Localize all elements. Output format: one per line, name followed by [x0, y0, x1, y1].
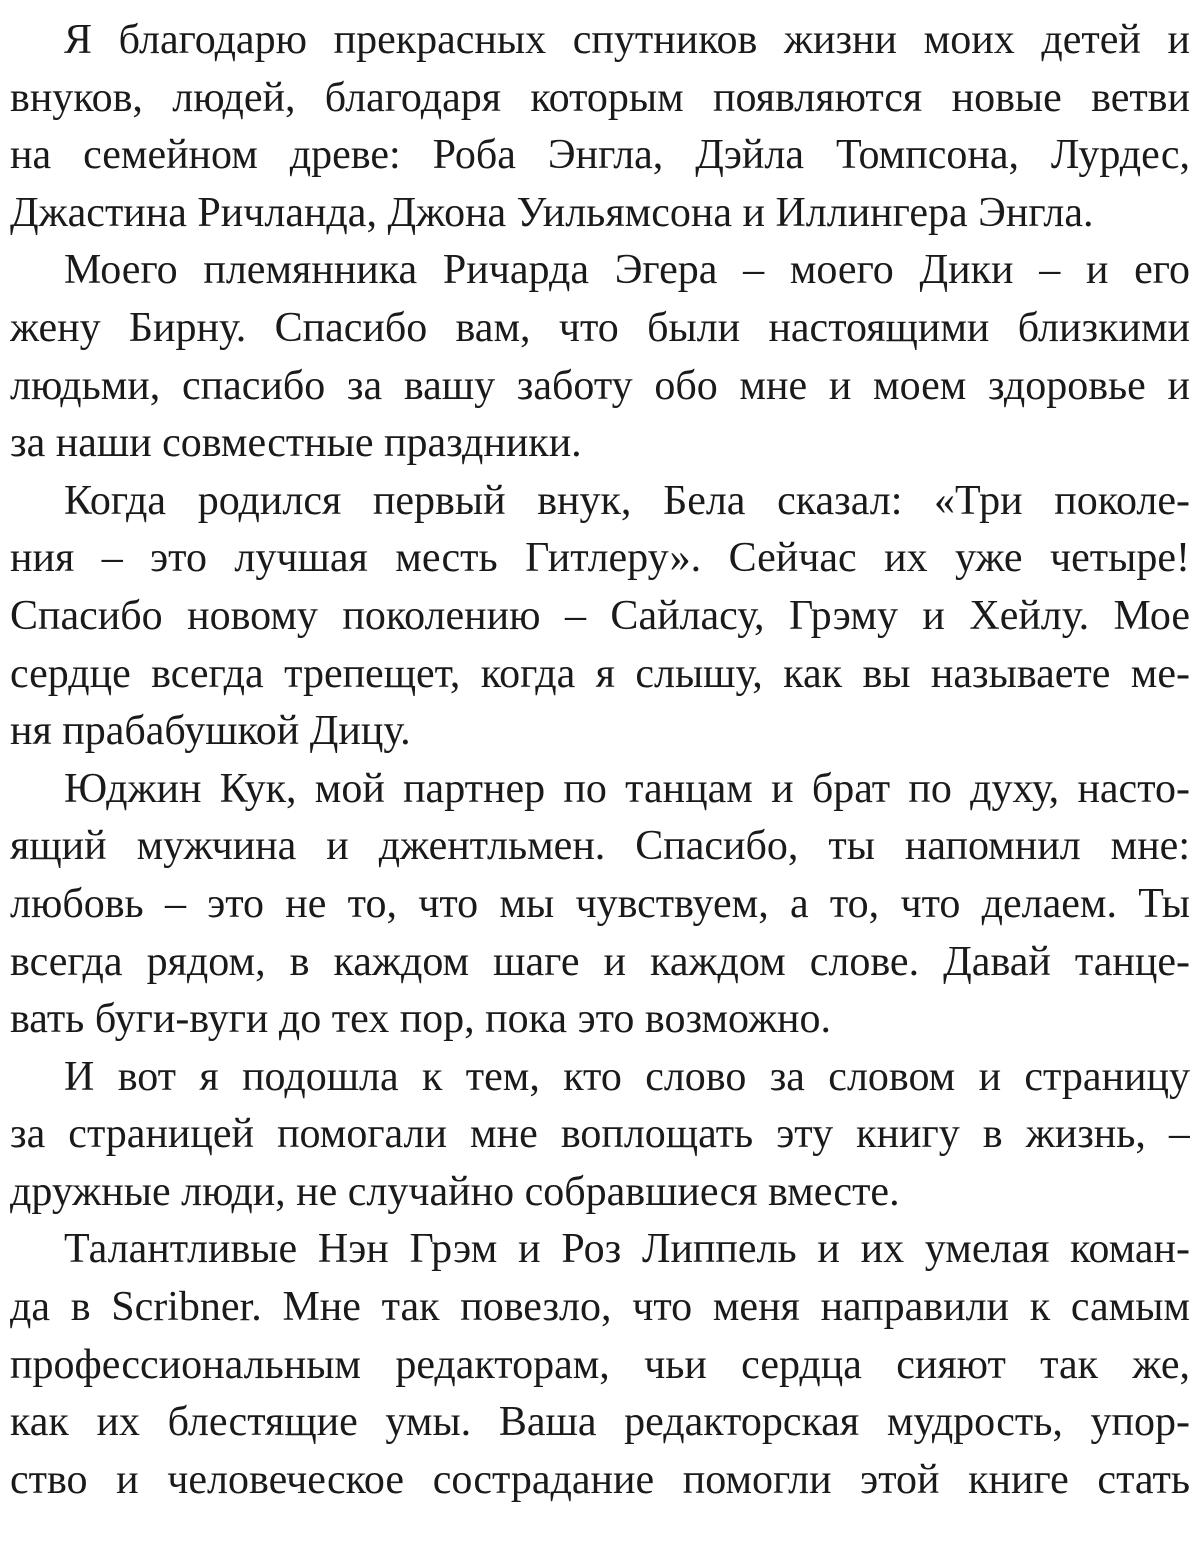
book-page — [10, 12, 1190, 1509]
paragraph-nephew — [10, 242, 1190, 472]
text-line: вать буги-вуги до тех пор, пока это возможно. — [10, 996, 831, 1043]
paragraph-scribner — [10, 1221, 1190, 1509]
text-line: да в Scribner. Мне так повезло, что меня направили к самым — [10, 1284, 1190, 1331]
text-line: Талантливые Нэн Грэм и Роз Липпель и их умелая коман- — [64, 1226, 1190, 1273]
text-line: ство и человеческое сострадание помогли этой книге стать — [10, 1456, 1190, 1503]
text-line: дружные люди, не случайно собравшиеся вместе. — [10, 1168, 900, 1215]
text-line: Джастина Ричланда, Джона Уильямсона и Иллингера Энгла. — [10, 189, 1094, 236]
text-line: Спасибо новому поколению – Сайласу, Грэму и Хейлу. Мое — [10, 592, 1190, 639]
text-line: всегда рядом, в каждом шаге и каждом слове. Давай танце- — [10, 938, 1190, 985]
text-line: за страницей помогали мне воплощать эту книгу в жизнь, – — [10, 1111, 1190, 1158]
text-line: любовь – это не то, что мы чувствуем, а то, что делаем. Ты — [10, 880, 1190, 927]
paragraph-generations — [10, 473, 1190, 761]
text-line: как их блестящие умы. Ваша редакторская мудрость, упор- — [10, 1399, 1190, 1446]
text-line: ня прабабушкой Дицу. — [10, 708, 411, 755]
text-line: И вот я подошла к тем, кто слово за словом и страницу — [64, 1053, 1190, 1100]
text-line: ния – это лучшая месть Гитлеру». Сейчас их уже четыре! — [10, 535, 1190, 582]
paragraph-helpers — [10, 1049, 1190, 1222]
text-line: Юджин Кук, мой партнер по танцам и брат по духу, насто- — [64, 765, 1190, 812]
text-line: внуков, людей, благодаря которым появляются новые ветви — [10, 74, 1190, 121]
text-line: сердце всегда трепещет, когда я слышу, как вы называете ме- — [10, 650, 1190, 697]
text-line: на семейном древе: Роба Энгла, Дэйла Томпсона, Лурдес, — [10, 132, 1190, 179]
text-line: за наши совместные праздники. — [10, 420, 582, 467]
paragraph-family-partners — [10, 12, 1190, 242]
text-line: жену Бирну. Спасибо вам, что были настоящими близкими — [10, 304, 1190, 351]
text-line: Я благодарю прекрасных спутников жизни моих детей и — [64, 17, 1190, 63]
text-line: Моего племянника Ричарда Эгера – моего Дики – и его — [64, 247, 1190, 294]
text-line: профессиональным редакторам, чьи сердца сияют так же, — [10, 1341, 1190, 1388]
text-line: ящий мужчина и джентльмен. Спасибо, ты напомнил мне: — [10, 823, 1190, 870]
text-line: Когда родился первый внук, Бела сказал: «Три поколе- — [64, 477, 1190, 524]
paragraph-eugene — [10, 761, 1190, 1049]
text-line: людьми, спасибо за вашу заботу обо мне и моем здоровье и — [10, 362, 1190, 409]
